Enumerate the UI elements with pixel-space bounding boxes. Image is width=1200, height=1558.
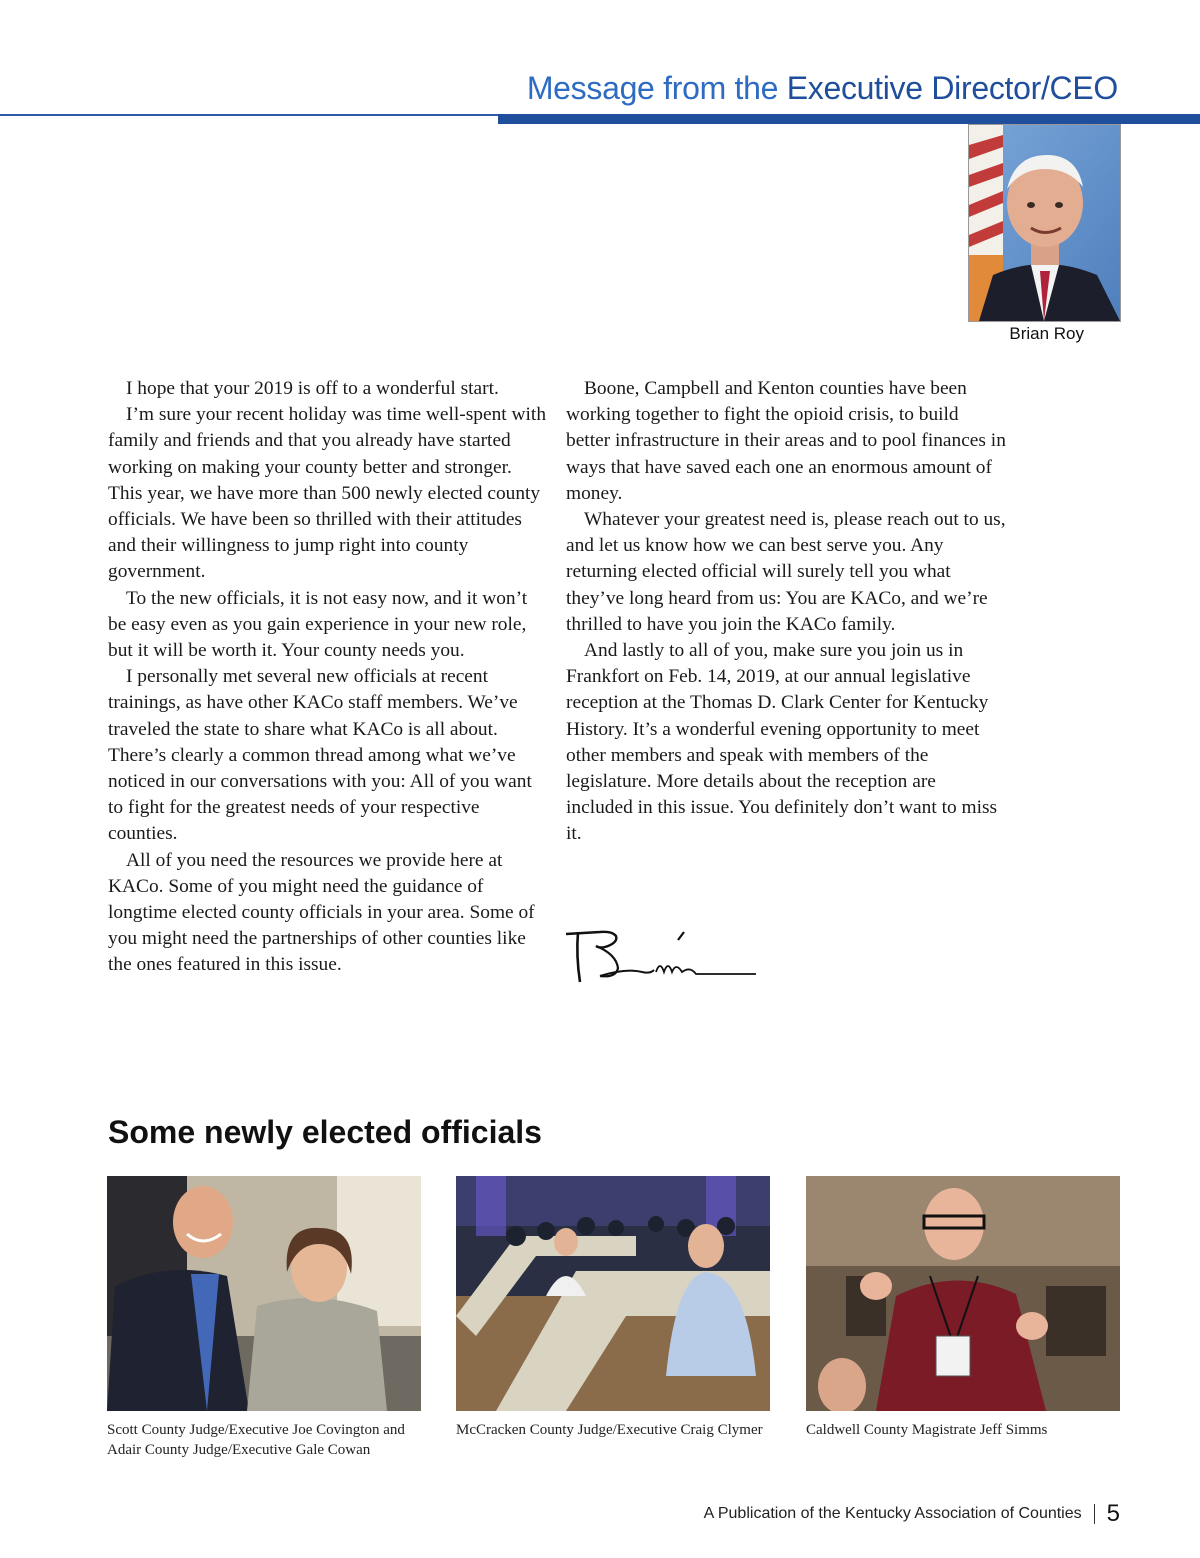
- officials-photo-2: [456, 1176, 770, 1411]
- letter-paragraph: I personally met several new officials at recent trainings, as have other KACo staff members. We’ve traveled the state to share what KACo is all about. There’s clearly a common thread among what we’ve noticed in our conversations with you: All of you want to fight for the greatest needs of your respective counties.: [108, 666, 532, 845]
- portrait-photo-icon: [969, 125, 1120, 321]
- header-title-light: Message from the: [526, 70, 787, 106]
- letter-paragraph: Boone, Campbell and Kenton counties have been working together to fight the opioid crisis, to build better infrastructure in their areas and to pool finances in ways that have saved each one an enormous amount of money.: [566, 378, 1006, 504]
- photo-two-officials-icon: [107, 1176, 421, 1411]
- page-header-title: [527, 70, 1118, 107]
- letter-paragraph: Whatever your greatest need is, please reach out to us, and let us know how we can best serve you. Any returning elected official will surely tell you what they’ve long heard from us: You are KACo, and we’re thrilled to have you join the KACo family.: [566, 509, 1006, 635]
- letter-paragraph: All of you need the resources we provide here at KACo. Some of you might need the guidance of longtime elected county officials in your area. Some of you might need the partnerships of other counties like the ones featured in this issue.: [108, 849, 535, 976]
- letter-paragraph: To the new officials, it is not easy now, and it won’t be easy even as you gain experience in your new role, but it will be worth it. Your county needs you.: [108, 587, 528, 662]
- section-heading: Some newly elected officials: [108, 1114, 542, 1150]
- officials-photo-1: [107, 1176, 421, 1411]
- publication-name: A Publication of the Kentucky Association of Counties: [703, 1505, 1082, 1522]
- signature-image: [560, 916, 770, 996]
- page-footer: [704, 1500, 1120, 1528]
- director-portrait: [968, 124, 1121, 322]
- officials-photo-3: [806, 1176, 1120, 1411]
- photo-caption: McCracken County Judge/Executive Craig Clymer: [456, 1422, 763, 1438]
- photo-caption: Scott County Judge/Executive Joe Covington and Adair County Judge/Executive Gale Cowan: [107, 1422, 405, 1458]
- header-accent-bar: [498, 114, 1200, 124]
- letter-column-right: [566, 376, 1006, 848]
- letter-paragraph: I’m sure your recent holiday was time well-spent with family and friends and that you already have started working on making your county better and stronger. This year, we have more than 500 newly elected county officials. We have been so thrilled with their attitudes and their willingness to jump right into county government.: [108, 404, 547, 583]
- header-title-strong: Executive Director/CEO: [786, 70, 1118, 106]
- letter-paragraph: And lastly to all of you, make sure you join us in Frankfort on Feb. 14, 2019, at our annual legislative reception at the Thomas D. Clark Center for Kentucky History. It’s a wonderful evening opportunity to meet other members and speak with members of the legislature. More details about the reception are included in this issue. You definitely don’t want to miss it.: [566, 640, 998, 845]
- photo-conference-room-icon: [456, 1176, 770, 1411]
- footer-divider: [1094, 1504, 1095, 1524]
- letter-paragraph: I hope that your 2019 is off to a wonderful start.: [126, 378, 499, 399]
- photo-magistrate-speaking-icon: [806, 1176, 1120, 1411]
- page-number: 5: [1106, 1500, 1120, 1527]
- letter-column-left: [108, 376, 548, 979]
- portrait-caption: Brian Roy: [1009, 324, 1084, 343]
- photo-caption: Caldwell County Magistrate Jeff Simms: [806, 1422, 1048, 1438]
